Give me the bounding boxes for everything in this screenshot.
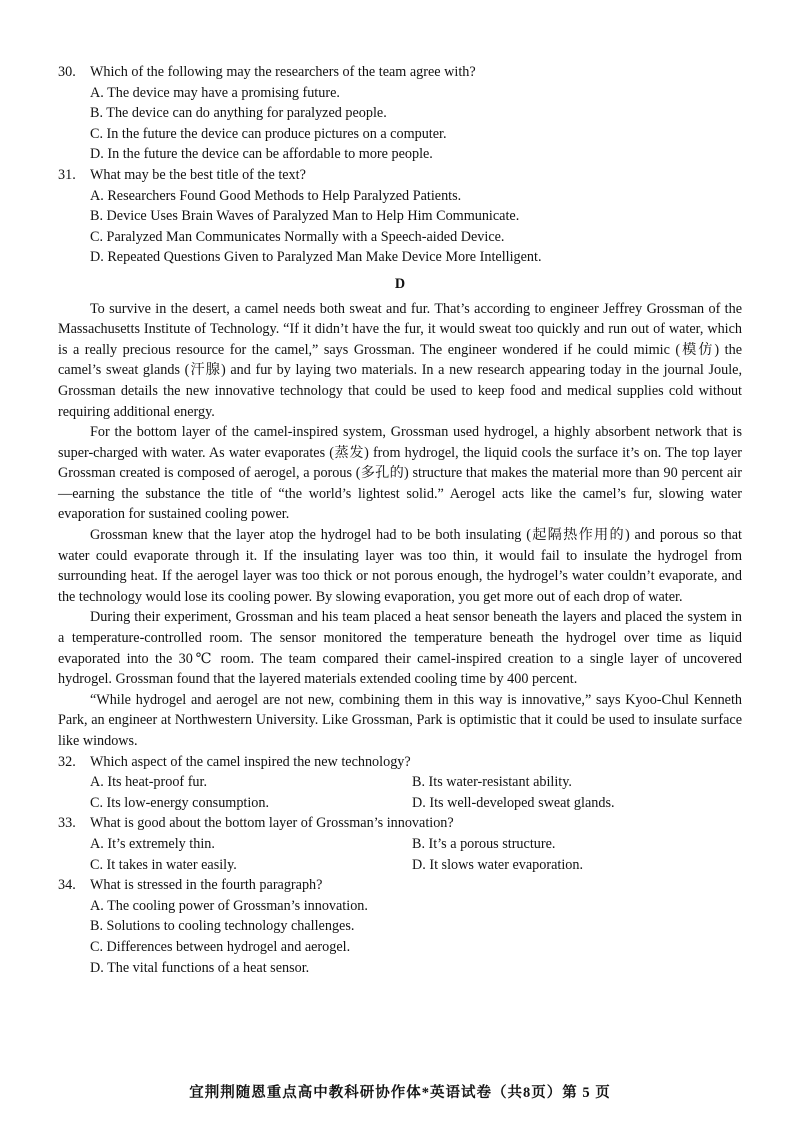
question-34 xyxy=(58,875,742,978)
option-a: A. The device may have a promising future. xyxy=(90,84,340,101)
section-heading: D xyxy=(394,275,406,292)
option-a: A. It’s extremely thin. xyxy=(90,835,215,852)
question-stem xyxy=(58,875,742,896)
option-d: D. Repeated Questions Given to Paralyzed Man Make Device More Intelligent. xyxy=(90,249,542,266)
option-row xyxy=(58,855,742,876)
question-30 xyxy=(58,62,742,165)
question-number: 31. xyxy=(58,166,76,183)
option-b: B. Device Uses Brain Waves of Paralyzed Man to Help Him Communicate. xyxy=(90,208,520,225)
question-stem xyxy=(58,165,742,186)
option-b: B. The device can do anything for paralyzed people. xyxy=(90,105,387,122)
passage-paragraph: “While hydrogel and aerogel are not new, combining them in this way is innovative,” says Kyoo-Chul Kenneth Park, an engineer at Northwestern University. Like Grossman, Park is optimistic that it could be used to insulate surface like windows. xyxy=(58,691,742,749)
question-stem xyxy=(58,62,742,83)
passage-paragraph: To survive in the desert, a camel needs both sweat and fur. That’s according to engineer Jeffrey Grossman of the Massachusetts Institute of Technology. “If it didn’t have the fur, it would sweat too quickly and run out of water, which is a really precious resource for the camel,” says Grossman. The engineer wondered if he could mimic (模仿) the camel’s sweat glands (汗腺) and fur by laying two materials. In a new research appearing today in the journal Joule, Grossman details the new innovative technology that could be used to keep food and medical supplies cold without requiring additional energy. xyxy=(58,300,742,420)
passage-paragraph: For the bottom layer of the camel-inspired system, Grossman used hydrogel, a highly absorbent network that is super-charged with water. As water evaporates (蒸发) from hydrogel, the liquid cools the surface it’s on. The top layer Grossman created is composed of aerogel, a porous (多孔的) structure that makes the material more than 90 percent air—earning the substance the title of “the world’s lightest solid.” Aerogel acts like the camel’s fur, slowing water evaporation for sustained cooling power. xyxy=(58,424,742,523)
option-b: B. It’s a porous structure. xyxy=(412,835,556,852)
option-d: D. Its well-developed sweat glands. xyxy=(412,794,615,811)
option-b: B. Solutions to cooling technology challenges. xyxy=(90,918,355,935)
question-stem xyxy=(58,752,742,773)
passage-paragraph: Grossman knew that the layer atop the hydrogel had to be both insulating (起隔热作用的) and porous so that water could evaporate through it. If the insulating layer was too thin, it would fail to insulate the hydrogel from surrounding heat. If the aerogel layer was too thick or not porous enough, the hydrogel’s water couldn’t evaporate, and the technology would lose its cooling power. By slowing evaporation, you get more out of each drop of water. xyxy=(58,527,742,605)
option-d: D. In the future the device can be affordable to more people. xyxy=(90,146,433,163)
option-c: C. In the future the device can produce pictures on a computer. xyxy=(90,125,447,142)
option-a: A. Its heat-proof fur. xyxy=(90,774,208,791)
question-text: What is stressed in the fourth paragraph? xyxy=(90,877,323,894)
question-number: 32. xyxy=(58,753,76,770)
question-31 xyxy=(58,165,742,268)
page-footer: 宜荆荆随恩重点高中教科研协作体*英语试卷（共8页）第 5 页 xyxy=(189,1085,611,1101)
option-a: A. The cooling power of Grossman’s innovation. xyxy=(90,897,368,914)
question-text: What may be the best title of the text? xyxy=(90,166,306,183)
question-stem xyxy=(58,813,742,834)
question-text: Which aspect of the camel inspired the new technology? xyxy=(90,753,411,770)
question-number: 33. xyxy=(58,815,76,832)
option-d: D. The vital functions of a heat sensor. xyxy=(90,959,310,976)
option-a: A. Researchers Found Good Methods to Help Paralyzed Patients. xyxy=(90,187,462,204)
option-row xyxy=(58,793,742,814)
question-number: 30. xyxy=(58,64,76,80)
question-33 xyxy=(58,813,742,875)
reading-passage xyxy=(58,299,742,752)
option-c: C. Its low-energy consumption. xyxy=(90,794,270,811)
option-c: C. Paralyzed Man Communicates Normally with a Speech-aided Device. xyxy=(90,228,505,245)
question-text: What is good about the bottom layer of Grossman’s innovation? xyxy=(90,815,454,832)
option-c: C. It takes in water easily. xyxy=(90,856,237,873)
question-text: Which of the following may the researchers of the team agree with? xyxy=(90,64,476,80)
question-32 xyxy=(58,752,742,814)
option-row xyxy=(58,772,742,793)
passage-paragraph: During their experiment, Grossman and his team placed a heat sensor beneath the layers and placed the system in a temperature-controlled room. The sensor monitored the temperature beneath the hydrogel over time as liquid evaporated into the 30℃ room. The team compared their camel-inspired creation to a single layer of uncovered hydrogel. Grossman found that the layered materials extended cooling time by 400 percent. xyxy=(58,609,742,688)
option-c: C. Differences between hydrogel and aerogel. xyxy=(90,938,351,955)
option-row xyxy=(58,834,742,855)
question-number: 34. xyxy=(58,877,76,894)
option-d: D. It slows water evaporation. xyxy=(412,856,583,873)
option-b: B. Its water-resistant ability. xyxy=(412,774,572,791)
